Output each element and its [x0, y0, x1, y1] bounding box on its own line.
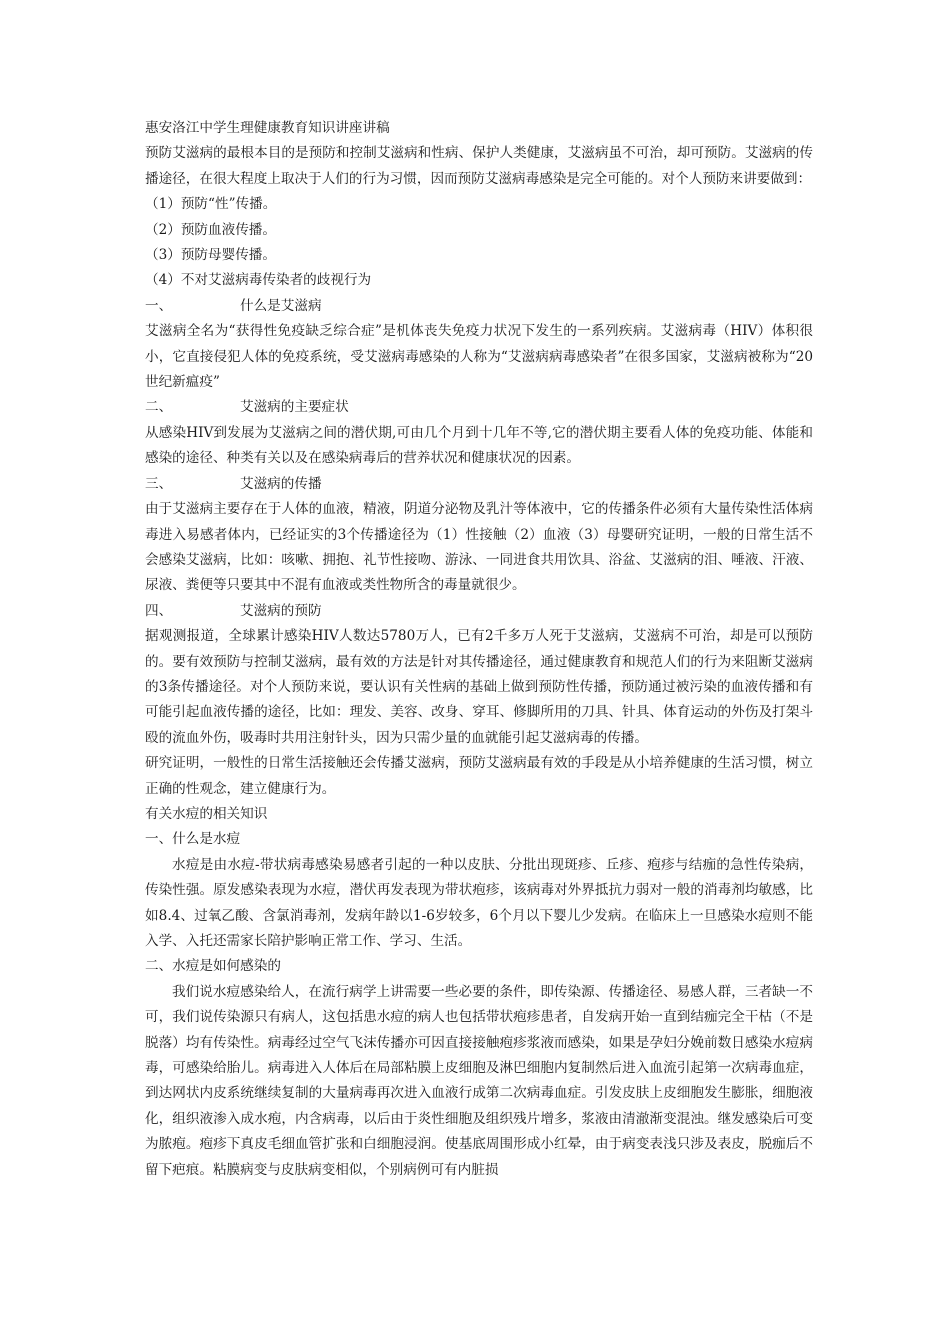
aids-intro-paragraph: 预防艾滋病的最根本目的是预防和控制艾滋病和性病、保护人类健康，艾滋病虽不可治，却可预防。艾滋病的传播途径，在很大程度上取决于人们的行为习惯，因而预防艾滋病毒感染是完全可能的。对个人预防来讲要做到： — [145, 145, 813, 187]
document-title: 惠安洛江中学生理健康教育知识讲座讲稿 — [145, 120, 390, 136]
section-body-paragraph: 由于艾滋病主要存在于人体的血液，精液，阴道分泌物及乳汁等体液中，它的传播条件必须有大量传染性活体病毒进入易感者体内，已经证实的3个传播途径为（1）性接触（2）血液（3）母婴研究证明，一般的日常生活不会感染艾滋病，比如：咳嗽、拥抱、礼节性接吻、游泳、一同进食共用饮具、浴盆、艾滋病的泪、唾液、汗液、尿液、粪便等只要其中不混有血液或类性物所含的毒量就很少。 — [145, 501, 813, 594]
section-number: 三、 — [145, 475, 173, 492]
section-body-paragraph: 从感染HIV到发展为艾滋病之间的潜伏期,可由几个月到十几年不等,它的潜伏期主要看人体的免疫功能、体能和感染的途径、种类有关以及在感染病毒后的营养状况和健康状况的因素。 — [145, 424, 813, 467]
measure-item: （1）预防“性”传播。 — [145, 196, 277, 213]
varicella-heading: 有关水痘的相关知识 — [145, 805, 268, 822]
section-heading — [145, 395, 813, 420]
section-heading-text: 艾滋病的传播 — [240, 475, 322, 492]
varicella-paragraph: 水痘是由水痘-带状病毒感染易感者引起的一种以皮肤、分批出现斑疹、丘疹、疱疹与结痂的急性传染病，传染性强。原发感染表现为水痘，潜伏再发表现为带状疱疹，该病毒对外界抵抗力弱对一般的消毒剂均敏感，比如8.4、过氧乙酸、含氯消毒剂，发病年龄以1-6岁较多，6个月以下婴儿少发病。在临床上一旦感染水痘则不能入学、入托还需家长陪护影响正常工作、学习、生活。 — [145, 856, 813, 949]
section-body-paragraph: 艾滋病全名为“获得性免疫缺乏综合症”是机体丧失免疫力状况下发生的一系列疾病。艾滋病毒（HIV）体积很小，它直接侵犯人体的免疫系统，受艾滋病毒感染的人称为“艾滋病病毒感染者”在很多国家，艾滋病被称为“20世纪新瘟疫” — [145, 323, 813, 391]
varicella-paragraph: 我们说水痘感染给人，在流行病学上讲需要一些必要的条件，即传染源、传播途径、易感人群，三者缺一不可，我们说传染源只有病人，这包括患水痘的病人也包括带状疱疹患者，自发病开始一直到结痂完全干枯（不是脱落）均有传染性。病毒经过空气飞沫传播亦可因直接接触疱疹浆液而感染，如果是孕妇分娩前数日感染水痘病毒，可感染给胎儿。病毒进入人体后在局部粘膜上皮细胞及淋巴细胞内复制然后进入血流引起第一次病毒血症，到达网状内皮系统继续复制的大量病毒再次进入血液行成第二次病毒血症。引发皮肤上皮细胞发生膨胀，细胞液化，组织液渗入成水疱，内含病毒，以后由于炎性细胞及组织残片增多，浆液由清澈渐变混浊。继发感染后可变为脓疱。疱疹下真皮毛细血管扩张和白细胞浸润。使基底周围形成小红晕，由于病变表浅只涉及表皮，脱痂后不留下疤痕。粘膜病变与皮肤病变相似，个别病例可有内脏损 — [145, 983, 813, 1178]
varicella-subheading: 一、什么是水痘 — [145, 831, 241, 848]
measure-item: （2）预防血液传播。 — [145, 221, 276, 238]
conclusion-paragraph: 研究证明，一般性的日常生活接触还会传播艾滋病，预防艾滋病最有效的手段是从小培养健康的生活习惯，树立正确的性观念，建立健康行为。 — [145, 755, 813, 797]
section-heading-text: 艾滋病的主要症状 — [240, 399, 349, 416]
section-heading-text: 艾滋病的预防 — [240, 602, 322, 619]
section-heading — [145, 472, 813, 497]
measure-item: （4）不对艾滋病毒传染者的歧视行为 — [145, 272, 372, 289]
section-heading-text: 什么是艾滋病 — [240, 297, 322, 314]
document-body — [145, 116, 813, 1183]
section-heading — [145, 294, 813, 319]
section-number: 四、 — [145, 602, 173, 619]
section-body-paragraph: 据观测报道，全球累计感染HIV人数达5780万人，已有2千多万人死于艾滋病，艾滋病不可治，却是可以预防的。要有效预防与控制艾滋病，最有效的方法是针对其传播途径，通过健康教育和规范人们的行为来阻断艾滋病的3条传播途径。对个人预防来说，要认识有关性病的基础上做到预防性传播，预防通过被污染的血液传播和有可能引起血液传播的途径，比如：理发、美容、改身、穿耳、修脚所用的刀具、针具、体育运动的外伤及打架斗殴的流血外伤，吸毒时共用注射针头，因为只需少量的血就能引起艾滋病毒的传播。 — [145, 628, 813, 746]
section-number: 二、 — [145, 399, 173, 416]
section-heading — [145, 599, 813, 624]
section-number: 一、 — [145, 297, 173, 314]
measure-item: （3）预防母婴传播。 — [145, 247, 276, 264]
varicella-subheading: 二、水痘是如何感染的 — [145, 958, 281, 975]
